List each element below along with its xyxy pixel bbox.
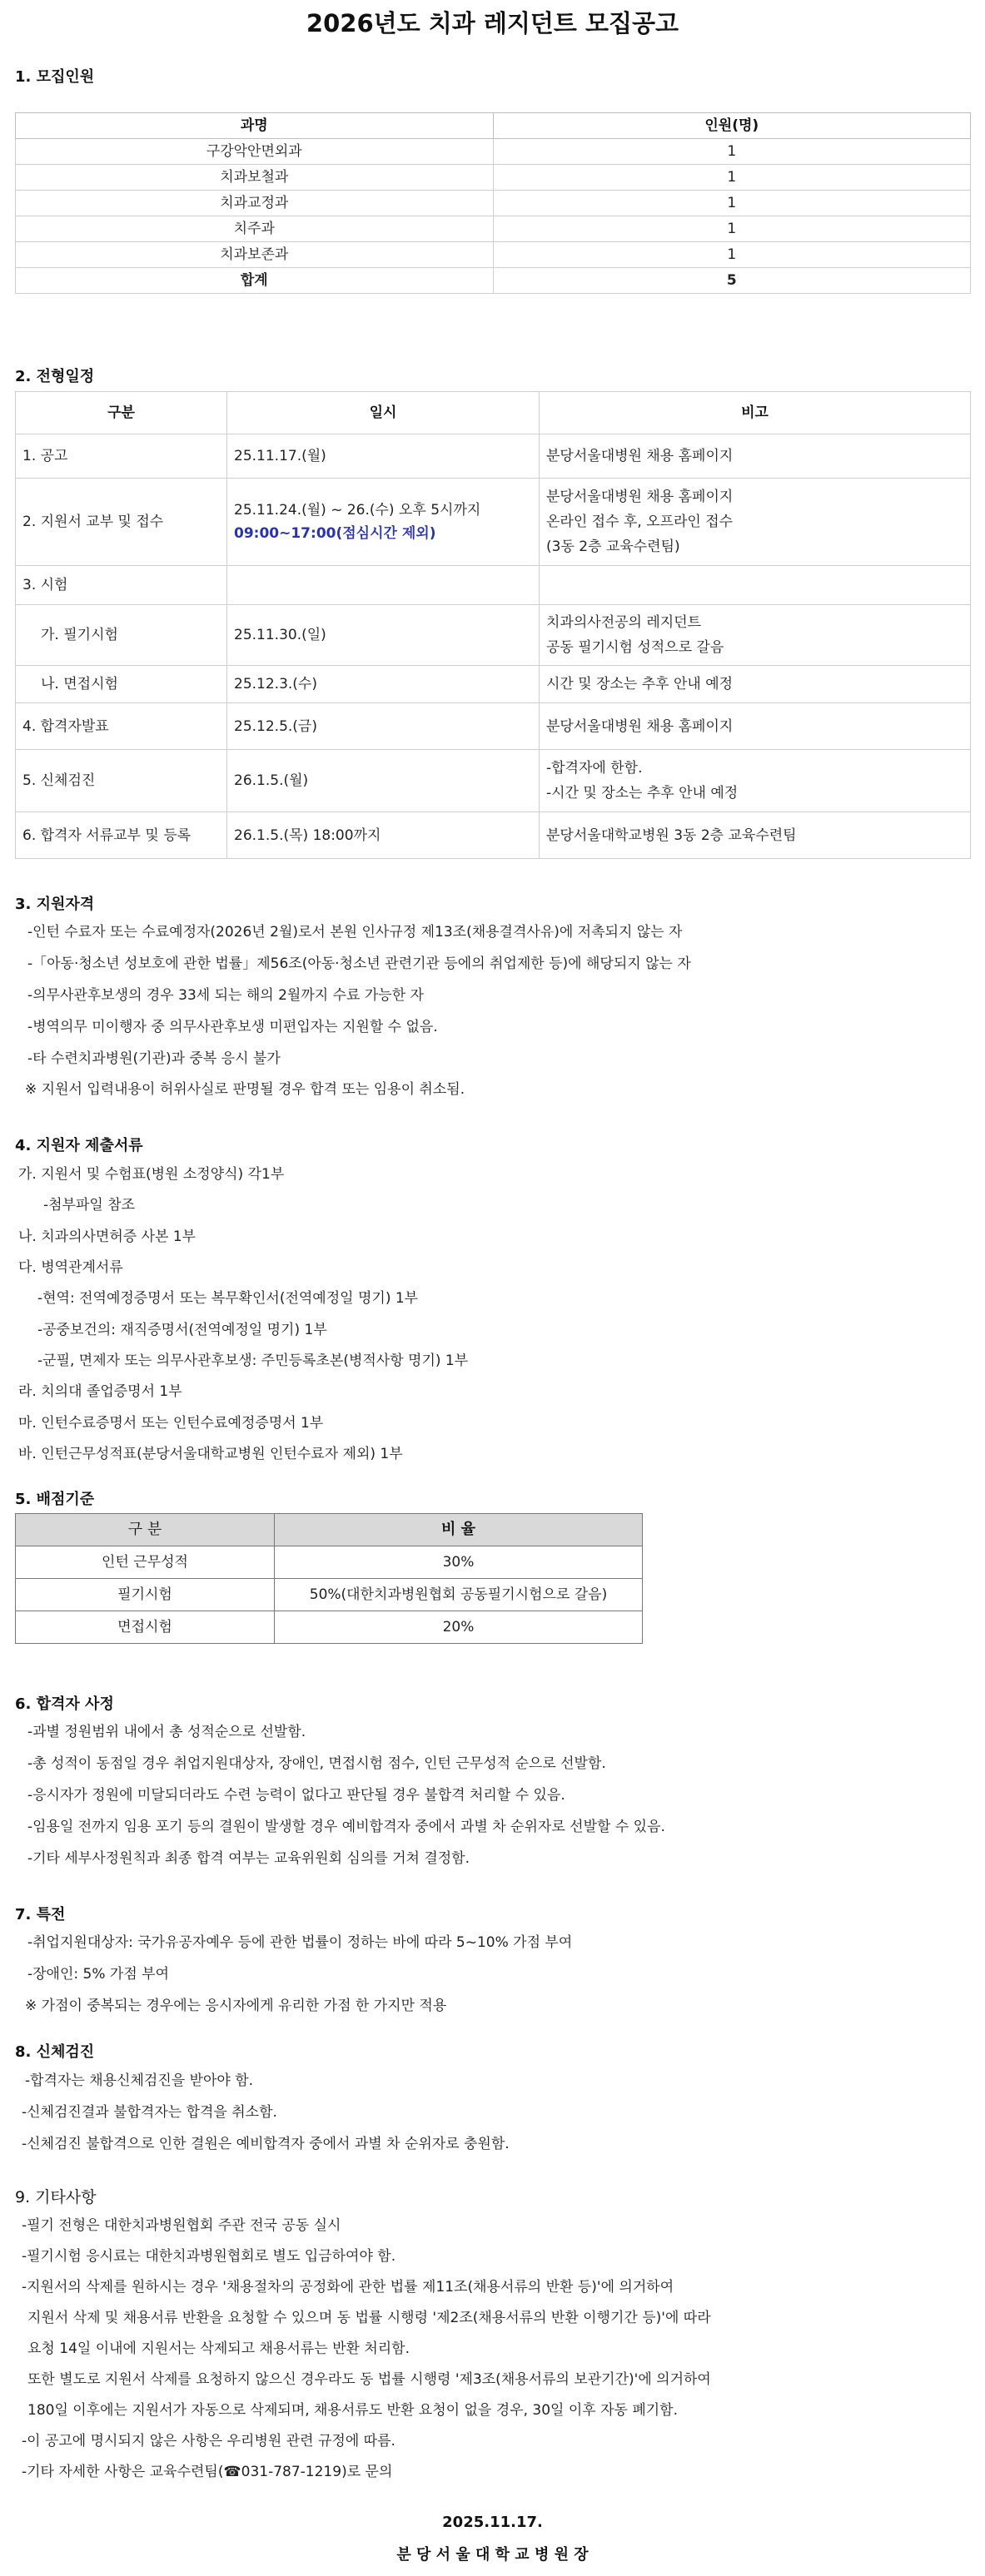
section-heading-scoring: 5. 배점기준 <box>15 1491 95 1508</box>
col-ratio-header: 비 율 <box>275 1514 643 1546</box>
misc-item-cont: 요청 14일 이내에 지원서는 삭제되고 채용서류는 반환 처리함. <box>27 2340 410 2357</box>
qualification-note: ※ 지원서 입력내용이 허위사실로 판명될 경우 합격 또는 임용이 취소됨. <box>25 1081 465 1098</box>
count-cell: 1 <box>493 242 971 268</box>
table-row <box>16 191 971 216</box>
document-subitem: -현역: 전역예정증명서 또는 복무확인서(전역예정일 명기) 1부 <box>37 1290 419 1307</box>
document-subitem: -첨부파일 참조 <box>43 1197 136 1214</box>
note-cell <box>540 605 971 666</box>
ratio-cell: 30% <box>275 1546 643 1579</box>
document-subitem: -군필, 면제자 또는 의무사관후보생: 주민등록초본(병적사항 명기) 1부 <box>37 1353 469 1369</box>
document-item: 가. 지원서 및 수험표(병원 소정양식) 각1부 <box>18 1166 285 1183</box>
note-cell: 시간 및 장소는 추후 안내 예정 <box>540 666 971 703</box>
table-row <box>16 479 971 566</box>
misc-item: -기타 자세한 사항은 교육수련팀(☎031-787-1219)로 문의 <box>22 2464 393 2480</box>
type-cell: 인턴 근무성적 <box>16 1546 275 1579</box>
count-cell: 1 <box>493 216 971 242</box>
dept-cell: 치과보존과 <box>16 242 494 268</box>
benefit-item: -취업지원대상자: 국가유공자예우 등에 관한 법률이 정하는 바에 따라 5~10% 가점 부여 <box>27 1934 573 1951</box>
total-count: 5 <box>493 268 971 294</box>
date-cell: 25.12.3.(수) <box>227 666 540 703</box>
qualification-item: -타 수련치과병원(기관)과 중복 응시 불가 <box>27 1050 281 1067</box>
note-line: -합격자에 한함. <box>546 760 643 777</box>
medical-item: -합격자는 채용신체검진을 받아야 함. <box>25 2072 254 2089</box>
qualification-item: -의무사관후보생의 경우 33세 되는 해의 2월까지 수료 가능한 자 <box>27 987 424 1004</box>
type-cell: 필기시험 <box>16 1579 275 1611</box>
col-type-header: 구분 <box>16 392 227 434</box>
dept-cell: 치주과 <box>16 216 494 242</box>
qualification-item: -병역의무 미이행자 중 의무사관후보생 미편입자는 지원할 수 없음. <box>27 1019 438 1035</box>
col-type-header: 구 분 <box>16 1514 275 1546</box>
section-heading-schedule: 2. 전형일정 <box>15 368 95 385</box>
section-heading-selection: 6. 합격자 사정 <box>15 1695 114 1713</box>
note-line: 분당서울대병원 채용 홈페이지 <box>546 489 734 505</box>
footer-organization: 분 당 서 울 대 학 교 병 원 장 <box>396 2546 589 2564</box>
qualification-item: -인턴 수료자 또는 수료예정자(2026년 2월)로서 본원 인사규정 제13조(채용결격사유)에 저촉되지 않는 자 <box>27 924 683 941</box>
note-cell: 분당서울대학교병원 3동 2층 교육수련팀 <box>540 812 971 859</box>
selection-item: -기타 세부사정원칙과 최종 합격 여부는 교육위원회 심의를 거쳐 결정함. <box>27 1850 470 1867</box>
table-row <box>16 242 971 268</box>
table-row <box>16 605 971 666</box>
scoring-table <box>15 1513 643 1644</box>
document-item: 다. 병역관계서류 <box>18 1259 123 1276</box>
table-row <box>16 139 971 165</box>
benefit-item: -장애인: 5% 가점 부여 <box>27 1966 169 1983</box>
table-row <box>16 812 971 859</box>
note-cell: 분당서울대병원 채용 홈페이지 <box>540 703 971 750</box>
type-cell: 6. 합격자 서류교부 및 등록 <box>16 812 227 859</box>
dept-cell: 치과보철과 <box>16 165 494 191</box>
footer-date: 2025.11.17. <box>442 2514 543 2531</box>
note-line: 치과의사전공의 레지던트 <box>546 614 702 631</box>
table-row <box>16 566 971 605</box>
selection-item: -임용일 전까지 임용 포기 등의 결원이 발생할 경우 예비합격자 중에서 과별 차 순위자로 선발할 수 있음. <box>27 1819 665 1835</box>
page-title: 2026년도 치과 레지던트 모집공고 <box>306 9 679 37</box>
qualification-item: -「아동·청소년 성보호에 관한 법률」제56조(아동·청소년 관련기관 등에의 취업제한 등)에 해당되지 않는 자 <box>27 955 691 972</box>
dept-cell: 치과교정과 <box>16 191 494 216</box>
selection-item: -총 성적이 동점일 경우 취업지원대상자, 장애인, 면접시험 점수, 인턴 근무성적 순으로 선발함. <box>27 1755 606 1772</box>
type-cell: 2. 지원서 교부 및 접수 <box>16 479 227 566</box>
selection-item: -과별 정원범위 내에서 총 성적순으로 선발함. <box>27 1724 306 1740</box>
medical-item: -신체검진결과 불합격자는 합격을 취소함. <box>22 2104 277 2121</box>
table-row <box>16 750 971 812</box>
table-row <box>16 434 971 479</box>
benefit-note: ※ 가점이 중복되는 경우에는 응시자에게 유리한 가점 한 가지만 적용 <box>25 1998 447 2014</box>
misc-item-cont: 180일 이후에는 지원서가 자동으로 삭제되며, 채용서류도 반환 요청이 없을 경우, 30일 이후 자동 폐기함. <box>27 2402 678 2419</box>
misc-item: -필기시험 응시료는 대한치과병원협회로 별도 입금하여야 함. <box>22 2248 396 2265</box>
note-cell <box>540 750 971 812</box>
medical-item: -신체검진 불합격으로 인한 결원은 예비합격자 중에서 과별 차 순위자로 충원함. <box>22 2136 510 2152</box>
type-cell: 5. 신체검진 <box>16 750 227 812</box>
schedule-table <box>15 391 971 859</box>
misc-item-cont: 또한 별도로 지원서 삭제를 요청하지 않으신 경우라도 동 법률 시행령 '제3조(채용서류의 보관기간)'에 의거하여 <box>27 2371 711 2388</box>
col-dept-header: 과명 <box>16 113 494 139</box>
count-cell: 1 <box>493 191 971 216</box>
document-subitem: -공중보건의: 재직증명서(전역예정일 명기) 1부 <box>37 1322 327 1338</box>
section-heading-benefits: 7. 특전 <box>15 1906 66 1923</box>
type-cell: 가. 필기시험 <box>16 605 227 666</box>
type-cell: 4. 합격자발표 <box>16 703 227 750</box>
date-cell: 25.11.30.(일) <box>227 605 540 666</box>
section-heading-medical: 8. 신체검진 <box>15 2043 95 2061</box>
section-heading-recruitment: 1. 모집인원 <box>15 68 95 86</box>
document-item: 나. 치과의사면허증 사본 1부 <box>18 1228 197 1245</box>
date-note-line: 09:00~17:00(점심시간 제외) <box>234 525 436 542</box>
type-cell: 나. 면접시험 <box>16 666 227 703</box>
selection-item: -응시자가 정원에 미달되더라도 수련 능력이 없다고 판단될 경우 불합격 처리할 수 있음. <box>27 1787 565 1804</box>
section-heading-misc: 9. 기타사항 <box>15 2188 97 2206</box>
misc-item-cont: 지원서 삭제 및 채용서류 반환을 요청할 수 있으며 동 법률 시행령 '제2조(채용서류의 반환 이행기간 등)'에 따라 <box>27 2310 711 2326</box>
col-note-header: 비고 <box>540 392 971 434</box>
note-cell: 분당서울대병원 채용 홈페이지 <box>540 434 971 479</box>
total-label: 합계 <box>16 268 494 294</box>
count-cell: 1 <box>493 139 971 165</box>
date-cell: 26.1.5.(목) 18:00까지 <box>227 812 540 859</box>
type-cell: 3. 시험 <box>16 566 227 605</box>
note-line: (3동 2층 교육수련팀) <box>546 539 680 555</box>
date-line: 25.11.24.(월) ~ 26.(수) 오후 5시까지 <box>234 502 481 519</box>
table-row <box>16 216 971 242</box>
section-heading-documents: 4. 지원자 제출서류 <box>15 1137 143 1154</box>
date-cell: 26.1.5.(월) <box>227 750 540 812</box>
date-cell: 25.12.5.(금) <box>227 703 540 750</box>
type-cell: 면접시험 <box>16 1611 275 1644</box>
total-row <box>16 268 971 294</box>
misc-item: -필기 전형은 대한치과병원협회 주관 전국 공동 실시 <box>22 2217 341 2234</box>
note-cell <box>540 566 971 605</box>
misc-item: -지원서의 삭제를 원하시는 경우 '채용절차의 공정화에 관한 법률 제11조(채용서류의 반환 등)'에 의거하여 <box>22 2279 674 2296</box>
date-cell <box>227 479 540 566</box>
section-heading-qualifications: 3. 지원자격 <box>15 896 95 913</box>
ratio-cell: 50%(대한치과병원협회 공동필기시험으로 갈음) <box>275 1579 643 1611</box>
note-line: 공동 필기시험 성적으로 갈음 <box>546 639 724 656</box>
note-line: -시간 및 장소는 추후 안내 예정 <box>546 785 739 802</box>
col-count-header: 인원(명) <box>493 113 971 139</box>
document-item: 바. 인턴근무성적표(분당서울대학교병원 인턴수료자 제외) 1부 <box>18 1446 403 1462</box>
count-cell: 1 <box>493 165 971 191</box>
note-line: 온라인 접수 후, 오프라인 접수 <box>546 514 734 530</box>
table-row <box>16 1546 643 1579</box>
document-item: 마. 인턴수료증명서 또는 인턴수료예정증명서 1부 <box>18 1415 324 1432</box>
dept-cell: 구강악안면외과 <box>16 139 494 165</box>
table-row <box>16 1579 643 1611</box>
ratio-cell: 20% <box>275 1611 643 1644</box>
col-date-header: 일시 <box>227 392 540 434</box>
document-item: 라. 치의대 졸업증명서 1부 <box>18 1383 182 1400</box>
date-cell: 25.11.17.(월) <box>227 434 540 479</box>
table-row <box>16 1611 643 1644</box>
table-row <box>16 666 971 703</box>
table-row <box>16 165 971 191</box>
recruitment-table <box>15 112 971 294</box>
type-cell: 1. 공고 <box>16 434 227 479</box>
date-cell <box>227 566 540 605</box>
table-row <box>16 703 971 750</box>
misc-item: -이 공고에 명시되지 않은 사항은 우리병원 관련 규정에 따름. <box>22 2433 395 2449</box>
note-cell <box>540 479 971 566</box>
